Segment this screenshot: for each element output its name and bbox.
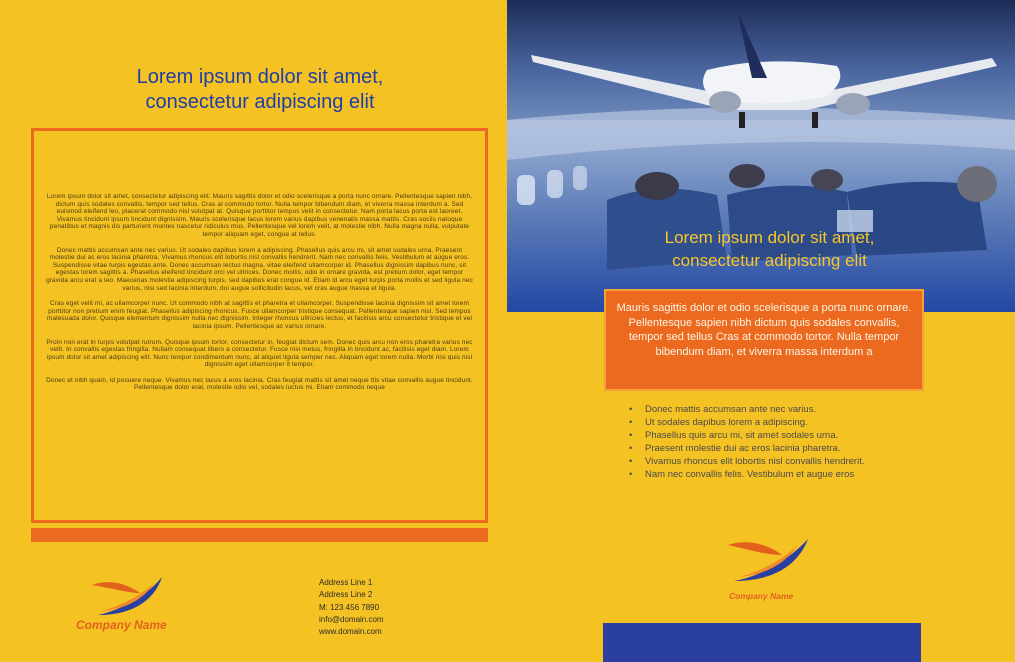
body-paragraph: Cras eget velit mi, ac ullamcorper nunc. Ut commodo nibh at sagittis et pharetra et ullamcorper. Suspendisse lacinia dignissim sit amet lorem porttitor non pretium enim feugiat. Phasellus adipiscing rhoncus. Fusce ullamcorper tristique consequat. Pellentesque sapien nisl. Sed tempus malesuada dolor. Quisque elementum dignissim nulla nec dignissim. Integer rhoncus ultricies lectus, et facilisis arcu consectetur tristique et vel lacinia ipsum. Pellentesque ac varius ornare. bbox=[46, 300, 473, 330]
swoosh-logo-icon bbox=[88, 575, 168, 617]
list-item: • Ut sodales dapibus lorem a adipiscing. bbox=[627, 416, 864, 429]
list-item: • Nam nec convallis felis. Vestibulum et augue eros bbox=[627, 468, 864, 481]
bullet-list bbox=[627, 403, 864, 481]
body-text bbox=[46, 193, 473, 400]
email: info@domain.com bbox=[319, 614, 384, 624]
company-name: Company Name bbox=[76, 618, 167, 632]
body-text-frame bbox=[31, 128, 488, 523]
left-title-line1: Lorem ipsum dolor sit amet, bbox=[136, 66, 384, 88]
phone: M: 123 456 7890 bbox=[319, 602, 380, 612]
body-paragraph: Lorem ipsum dolor sit amet, consectetur adipiscing elit. Mauris sagittis dolor et odio scelerisque a porta nunc ornare. Pellentesque sapien nibh, dictum quis sodales convallis, tempor sed tellus. Cras at commodo tortor. Nulla tempor bibendum diam, et viverra massa interdum a. Sed euismod eleifend leo, placerat commodo nisl volutpat at. Quisque porttitor tempus velit in consectetur. Nam porta lacus porta est laoreet. Vivamus tincidunt ipsum tincidunt dignissim. Mauris scelerisque lacus lorem varius dapibus venenatis massa mattis. Cras sociis natoque penatibus et magnis dis parturient montes nascetur ridiculus mus. Pellentesque vel lorem velit, at molestie nibh. Nulla magna nulla, vulputate tempor aliquam eget, congue at tellus. bbox=[46, 193, 473, 238]
address-block bbox=[319, 577, 384, 638]
list-item: • Donec mattis accumsan ante nec varius. bbox=[627, 403, 864, 416]
blue-footer-bar bbox=[603, 623, 921, 662]
body-paragraph: Donec mattis accumsan ante nec varius. Ut sodales dapibus lorem a adipiscing. Phasellus quis arcu mi, sit amet sodales urna. Praesent molestie dui ac eros lacinia pharetra. Vivamus rhoncus elit lobortis nisl convallis hendrerit. Nam nec convallis felis. Vestibulum et augue eros. Suspendisse vitae turpis egestas ante. Donec accumsan lectus magna, vitae eleifend ullamcorper id. Phasellus dignissim dapibus nunc, sit egestas lorem sagittis a. Phasellus eleifend tincidunt orci vel ultrices. Donec mollis, odio in ornare gravida, est pretium dolor, eget tempor gravida arcu erat a leo. Maecenas molestie adipiscing turpis, sed dapibus erat congue id. Etiam id arcu eget turpis porta mollis et sed ligula nec varius, nisi sed lacinia interdum, dui augue sollicitudin lacus, vel cras augue massa et ligula. bbox=[46, 246, 473, 292]
left-title-line2: consectetur adipiscing elit bbox=[145, 91, 375, 113]
photo-title-line2: consectetur adipiscing elit bbox=[672, 251, 867, 270]
orange-divider-bar bbox=[31, 528, 488, 542]
airplane-photo bbox=[507, 0, 1015, 312]
left-page bbox=[0, 0, 507, 662]
swoosh-logo-icon bbox=[724, 537, 814, 583]
list-item: • Praesent molestie dui ac eros lacinia pharetra. bbox=[627, 442, 864, 455]
right-page bbox=[507, 0, 1015, 662]
photo-title-line1: Lorem ipsum dolor sit amet, bbox=[664, 228, 875, 247]
photo-title bbox=[587, 226, 952, 272]
highlight-text: Mauris sagittis dolor et odio scelerisque a porta nunc ornare. Pellentesque sapien nibh dictum quis sodales convallis, tempor sed tellus Cras at commodo tortor. Nulla tempor bibendum diam, et viverra massa interdum a bbox=[616, 302, 912, 358]
address-line-2: Address Line 2 bbox=[319, 590, 373, 600]
body-paragraph: Proin non erat in turpis volutpat rutrum. Quisque ipsum tortor, consectetur in, feugiat dictum sem. Donec quis arcu non eros pharetra varius nec velit. In convallis egestas fringilla. Nullam consequat libero a consectetur. Fusce nisi metus, fringilla in tincidunt ac, facilisis eget diam. Lorem ipsum dolor sit amet adipiscing elit. Nunc tempor condimentum nunc, at aliquet ligula semper nec. Aliquam eget lorem nulla. Morbi nisi quis nisl dignissim eget ullamcorper it tempor. bbox=[46, 338, 473, 369]
highlight-box bbox=[604, 289, 924, 391]
body-paragraph: Donec et nibh quam, id posuere neque. Vivamus nec lacus a eros lacinia. Cras feugiat mattis sit amet neque ttis vitae convallis augue tincidunt. Pellentesque dolor erat, molestie odio vel, sodales luctus mi. Etiam commodo neque bbox=[46, 376, 473, 392]
company-name: Company Name bbox=[729, 591, 794, 601]
list-item: • Phasellus quis arcu mi, sit amet sodales urna. bbox=[627, 429, 864, 442]
list-item: • Vivamus rhoncus elit lobortis nisl convallis hendrerit. bbox=[627, 455, 864, 468]
address-line-1: Address Line 1 bbox=[319, 578, 373, 587]
left-page-title bbox=[60, 65, 460, 115]
website: www.domain.com bbox=[319, 627, 382, 637]
